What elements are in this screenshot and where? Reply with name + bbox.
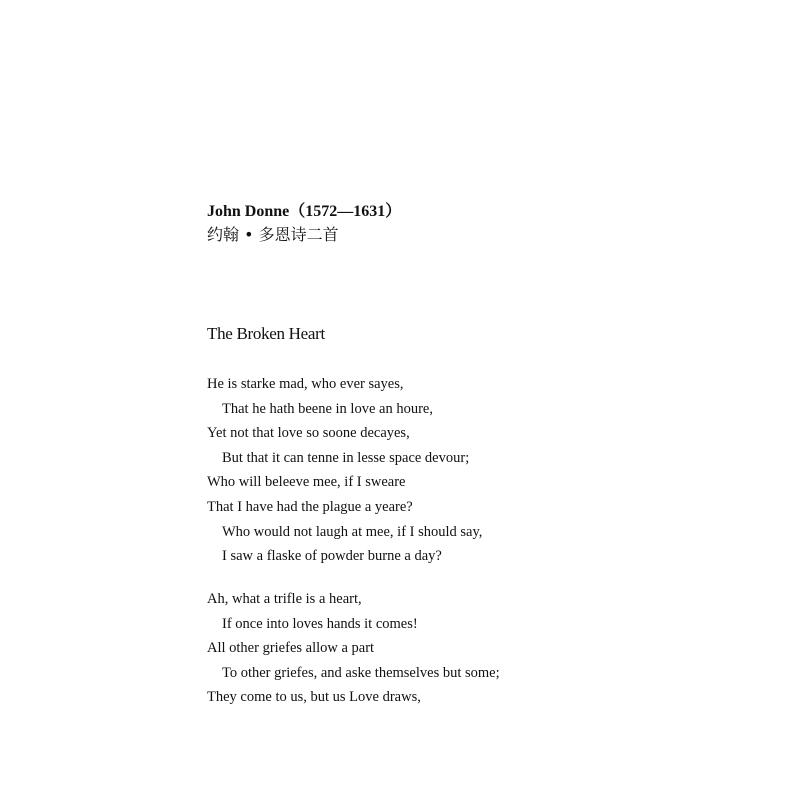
- poem-line: If once into loves hands it comes!: [222, 615, 418, 632]
- poem-title: The Broken Heart: [207, 324, 325, 343]
- author-heading: John Donne（1572—1631）: [207, 203, 402, 220]
- poem-line: They come to us, but us Love draws,: [207, 689, 421, 706]
- poem-line: All other griefes allow a part: [207, 640, 375, 657]
- poem-line: That he hath beene in love an houre,: [222, 400, 433, 417]
- poem-line: To other griefes, and aske themselves but some;: [222, 664, 500, 681]
- stanza: [207, 587, 500, 710]
- poem-line: Ah, what a trifle is a heart,: [207, 591, 362, 607]
- poem-line: But that it can tenne in lesse space devour;: [222, 449, 470, 466]
- header: [207, 201, 401, 247]
- stanza: [207, 372, 482, 569]
- poem-line: He is starke mad, who ever sayes,: [207, 376, 404, 392]
- poem-line: Yet not that love so soone decayes,: [207, 425, 410, 442]
- poem-line: Who will beleeve mee, if I sweare: [207, 474, 406, 491]
- poem-line: I saw a flaske of powder burne a day?: [222, 548, 442, 565]
- poem-line: That I have had the plague a yeare?: [207, 498, 413, 515]
- poem-line: Who would not laugh at mee, if I should say,: [222, 523, 483, 540]
- author-heading-chinese: 约翰 • 多恩诗二首: [207, 225, 339, 244]
